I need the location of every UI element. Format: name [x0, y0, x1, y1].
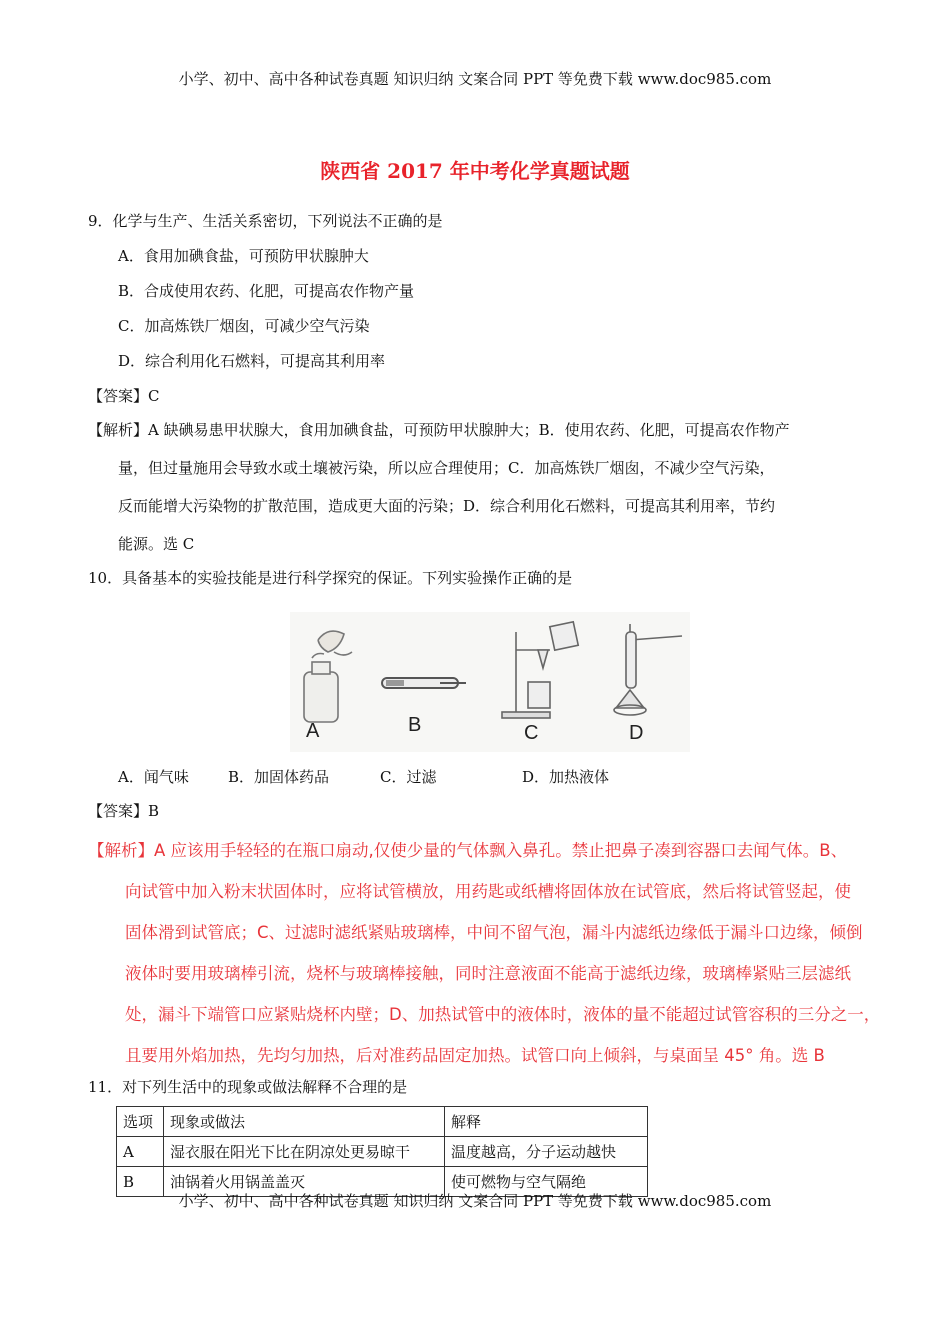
table-header-row [117, 1107, 648, 1137]
q9-option-b: B．合成使用农药、化肥，可提高农作物产量 [118, 282, 415, 300]
q9-option-c: C．加高炼铁厂烟囱，可减少空气污染 [118, 317, 370, 335]
q9-analysis-line: 能源。选 C [118, 535, 195, 553]
q9-stem: 9．化学与生产、生活关系密切，下列说法不正确的是 [88, 212, 443, 230]
figure-label-a: A [306, 720, 320, 742]
table-header-cell: 选项 [117, 1107, 164, 1137]
q10-answer: 【答案】B [88, 802, 160, 820]
table-cell: 温度越高，分子运动越快 [445, 1137, 648, 1167]
table-header-cell: 解释 [445, 1107, 648, 1137]
q10-analysis-line: 且要用外焰加热，先均匀加热，后对准药品固定加热。试管口向上倾斜，与桌面呈 45° 角。选 B [125, 1046, 825, 1065]
q9-analysis-line: 反而能增大污染物的扩散范围，造成更大面的污染；D．综合利用化石燃料，可提高其利用率，节约 [118, 497, 776, 515]
table-header-cell: 现象或做法 [164, 1107, 445, 1137]
q10-option-d: D．加热液体 [522, 768, 610, 786]
q11-stem: 11．对下列生活中的现象或做法解释不合理的是 [88, 1078, 408, 1096]
q10-option-c: C．过滤 [380, 768, 437, 786]
q10-analysis-line: 【解析】A 应该用手轻轻的在瓶口扇动,仅使少量的气体飘入鼻孔。禁止把鼻子凑到容器口去闻气体。B、 [88, 841, 848, 860]
table-cell: 油锅着火用锅盖盖灭 [164, 1167, 445, 1197]
q9-analysis-line: 量，但过量施用会导致水或土壤被污染，所以应合理使用；C．加高炼铁厂烟囱，不减少空气污染， [118, 459, 775, 477]
page-footer: 小学、初中、高中各种试卷真题 知识归纳 文案合同 PPT 等免费下载 www.doc985.com [178, 1192, 772, 1210]
q10-analysis-line: 处，漏斗下端管口应紧贴烧杯内壁；D、加热试管中的液体时，液体的量不能超过试管容积的三分之一， [125, 1005, 881, 1024]
figure-label-c: C [524, 722, 539, 744]
table-cell: B [117, 1167, 164, 1197]
q10-option-a: A．闻气味 [118, 768, 189, 786]
figure-label-b: B [408, 714, 422, 736]
q10-option-b: B．加固体药品 [228, 768, 330, 786]
figure-label-d: D [629, 722, 644, 744]
page-title: 陕西省 2017 年中考化学真题试题 [320, 159, 630, 183]
q9-answer: 【答案】C [88, 387, 160, 405]
q9-analysis-line: 【解析】A 缺碘易患甲状腺大，食用加碘食盐，可预防甲状腺肿大；B．使用农药、化肥，可提高农作物产 [88, 421, 790, 439]
table-row [117, 1137, 648, 1167]
q10-analysis-line: 液体时要用玻璃棒引流，烧杯与玻璃棒接触，同时注意液面不能高于滤纸边缘，玻璃棒紧贴三层滤纸 [125, 964, 851, 983]
q9-option-d: D．综合利用化石燃料，可提高其利用率 [118, 352, 386, 370]
table-cell: 使可燃物与空气隔绝 [445, 1167, 648, 1197]
table-cell: A [117, 1137, 164, 1167]
page-header: 小学、初中、高中各种试卷真题 知识归纳 文案合同 PPT 等免费下载 www.doc985.com [178, 70, 772, 88]
q10-analysis-line: 固体滑到试管底；C、过滤时滤纸紧贴玻璃棒，中间不留气泡，漏斗内滤纸边缘低于漏斗口边缘，倾倒 [125, 923, 863, 942]
q10-stem: 10．具备基本的实验技能是进行科学探究的保证。下列实验操作正确的是 [88, 569, 573, 587]
figure-b-test-tube [382, 678, 466, 688]
q11-table [116, 1106, 648, 1197]
table-cell: 湿衣服在阳光下比在阴凉处更易晾干 [164, 1137, 445, 1167]
q10-analysis-line: 向试管中加入粉末状固体时，应将试管横放，用药匙或纸槽将固体放在试管底，然后将试管竖起，使 [125, 882, 851, 901]
q9-option-a: A．食用加碘食盐，可预防甲状腺肿大 [118, 247, 369, 265]
